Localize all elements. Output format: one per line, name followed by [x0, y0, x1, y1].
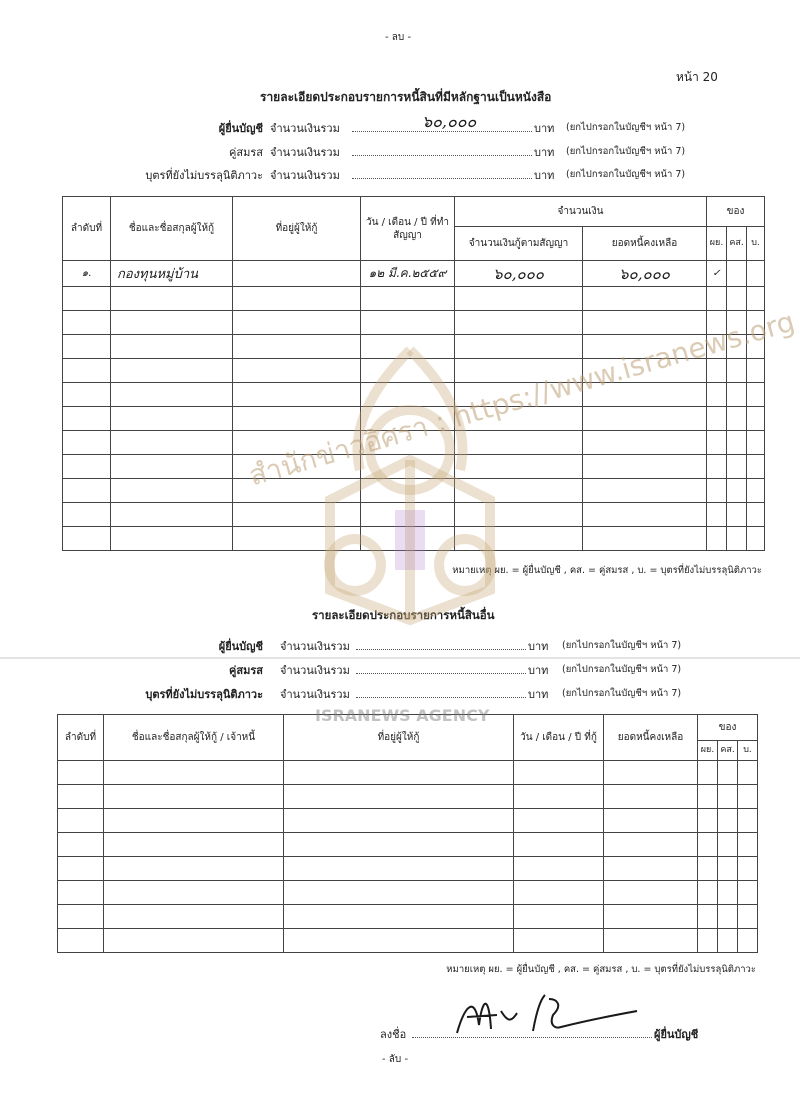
cell-address [233, 261, 361, 287]
col-header-name: ชื่อและชื่อสกุลผู้ให้กู้ [111, 197, 233, 261]
summary-child-total-label: จำนวนเงินรวม [270, 169, 340, 182]
summary2-owner-dotline [356, 637, 526, 650]
col2-header-owner-p: ผย. [698, 741, 718, 761]
section1-title: รายละเอียดประกอบรายการหนี้สินที่มีหลักฐานเป็นหนังสือ [260, 90, 552, 104]
col-header-amount-group: จำนวนเงิน [455, 197, 707, 227]
summary2-owner-unit: บาท [528, 640, 549, 653]
summary-owner-value: ๖๐,๐๐๐ [422, 112, 477, 131]
watermark-url: สำนักข่าวอิศรา : https://www.isranews.org [245, 304, 799, 493]
section2-title: รายละเอียดประกอบรายการหนี้สินอื่น [312, 608, 495, 622]
watermark-agency: ISRANEWS AGENCY [315, 706, 490, 725]
handwritten-signature-icon [445, 985, 645, 1045]
summary2-owner-total-label: จำนวนเงินรวม [280, 640, 350, 653]
summary-owner-label: ผู้ยื่นบัญชี [218, 122, 263, 135]
summary-spouse-total-label: จำนวนเงินรวม [270, 146, 340, 159]
summary-child-unit: บาท [534, 169, 555, 182]
cell-date: ๑๒ มี.ค.๒๕๕๙ [361, 261, 455, 287]
summary-spouse-unit: บาท [534, 146, 555, 159]
summary2-child-note: (ยกไปกรอกในบัญชีฯ หน้า 7) [562, 688, 682, 699]
table-row [63, 261, 765, 287]
col-header-balance: ยอดหนี้คงเหลือ [583, 227, 707, 261]
col-header-amount-contract: จำนวนเงินกู้ตามสัญญา [455, 227, 583, 261]
page-number: หน้า 20 [676, 70, 718, 84]
cell-lender-name: กองทุนหมู่บ้าน [111, 261, 233, 287]
col2-header-no: ลำดับที่ [58, 715, 104, 761]
summary-child-label: บุตรที่ยังไม่บรรลุนิติภาวะ [145, 169, 263, 182]
cell-balance: ๖๐,๐๐๐ [583, 261, 707, 287]
col-header-owner-s: คส. [727, 227, 747, 261]
summary-spouse-dotline [352, 143, 532, 156]
col-header-owner-c: บ. [747, 227, 765, 261]
summary2-spouse-total-label: จำนวนเงินรวม [280, 664, 350, 677]
cell-owner-s [727, 261, 747, 287]
col-header-address: ที่อยู่ผู้ให้กู้ [233, 197, 361, 261]
summary2-child-total-label: จำนวนเงินรวม [280, 688, 350, 701]
summary-child-dotline [352, 166, 532, 179]
cell-owner-p: ✓ [707, 261, 727, 287]
col-header-owner-group: ของ [707, 197, 765, 227]
summary2-child-unit: บาท [528, 688, 549, 701]
col-header-no: ลำดับที่ [63, 197, 111, 261]
section1-note: หมายเหตุ ผย. = ผู้ยื่นบัญชี , คส. = คู่สมรส , บ. = บุตรที่ยังไม่บรรลุนิติภาวะ [452, 565, 762, 576]
table-row [58, 881, 758, 905]
section2-table [57, 714, 758, 953]
signature-role: ผู้ยื่นบัญชี [654, 1028, 699, 1041]
table-row [63, 287, 765, 311]
col-header-owner-p: ผย. [707, 227, 727, 261]
col-header-date: วัน / เดือน / ปี ที่ทำสัญญา [361, 197, 455, 261]
table-row [58, 833, 758, 857]
col2-header-date: วัน / เดือน / ปี ที่กู้ [514, 715, 604, 761]
summary-spouse-note: (ยกไปกรอกในบัญชีฯ หน้า 7) [566, 146, 686, 157]
summary-owner-unit: บาท [534, 122, 555, 135]
table-row [58, 857, 758, 881]
summary2-child-dotline [356, 685, 526, 698]
table-row [58, 929, 758, 953]
col2-header-address: ที่อยู่ผู้ให้กู้ [284, 715, 514, 761]
table-row [58, 761, 758, 785]
col2-header-balance: ยอดหนี้คงเหลือ [604, 715, 698, 761]
summary-child-note: (ยกไปกรอกในบัญชีฯ หน้า 7) [566, 169, 686, 180]
cell-owner-c [747, 261, 765, 287]
page-bottom-marker: - ลับ - [382, 1054, 409, 1065]
cell-amount: ๖๐,๐๐๐ [455, 261, 583, 287]
summary2-spouse-dotline [356, 661, 526, 674]
section2-note: หมายเหตุ ผย. = ผู้ยื่นบัญชี , คส. = คู่สมรส , บ. = บุตรที่ยังไม่บรรลุนิติภาวะ [446, 964, 756, 975]
cell-no: ๑. [63, 261, 111, 287]
summary2-spouse-label: คู่สมรส [229, 664, 263, 677]
col2-header-owner-c: บ. [738, 741, 758, 761]
col2-header-name: ชื่อและชื่อสกุลผู้ให้กู้ / เจ้าหนี้ [104, 715, 284, 761]
summary-owner-note: (ยกไปกรอกในบัญชีฯ หน้า 7) [566, 122, 686, 133]
col2-header-owner-group: ของ [698, 715, 758, 741]
summary2-spouse-unit: บาท [528, 664, 549, 677]
summary-spouse-label: คู่สมรส [229, 146, 263, 159]
summary-owner-total-label: จำนวนเงินรวม [270, 122, 340, 135]
summary2-child-label: บุตรที่ยังไม่บรรลุนิติภาวะ [145, 688, 263, 701]
table-row [58, 785, 758, 809]
summary2-owner-note: (ยกไปกรอกในบัญชีฯ หน้า 7) [562, 640, 682, 651]
signature-label: ลงชื่อ [380, 1028, 407, 1041]
table-row [58, 905, 758, 929]
col2-header-owner-s: คส. [718, 741, 738, 761]
summary2-spouse-note: (ยกไปกรอกในบัญชีฯ หน้า 7) [562, 664, 682, 675]
scan-fold-line [0, 657, 800, 659]
summary2-owner-label: ผู้ยื่นบัญชี [218, 640, 263, 653]
table-row [58, 809, 758, 833]
page-top-marker: - ลบ - [385, 32, 412, 43]
isranews-emblem-watermark-icon [260, 330, 560, 630]
